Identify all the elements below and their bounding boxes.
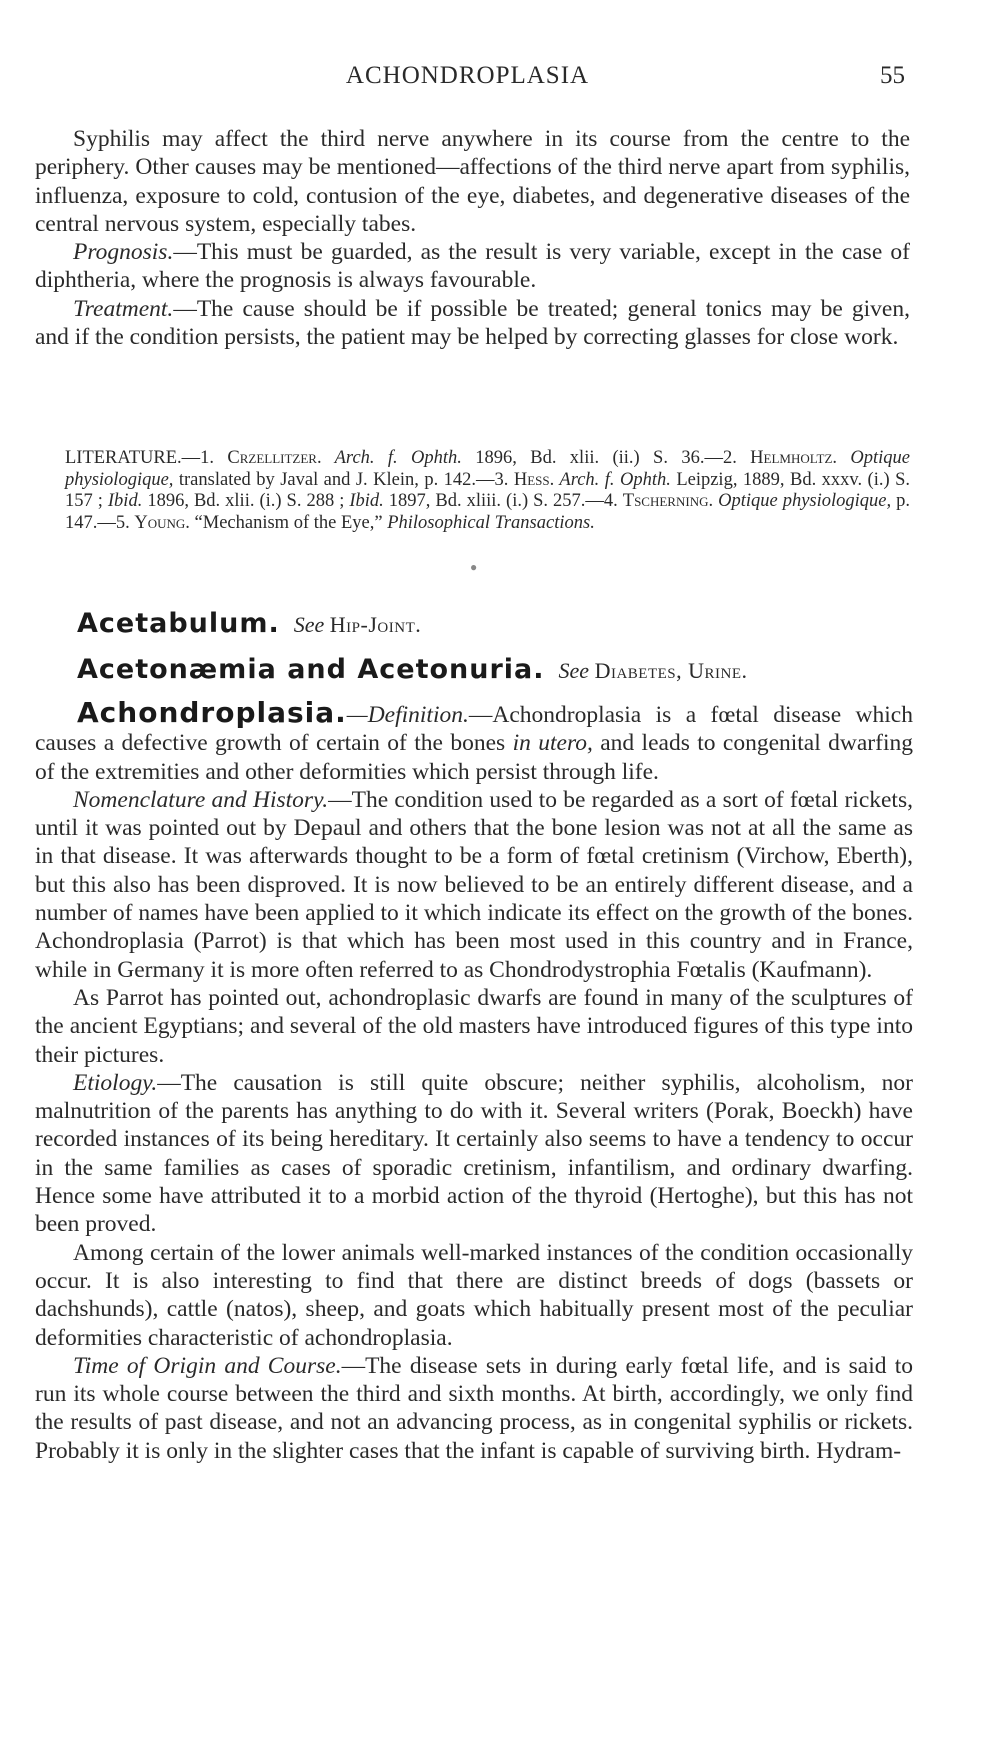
citation-detail: 1896, Bd. xlii. (i.) S. 288 ; — [142, 491, 350, 511]
paragraph-parrot: As Parrot has pointed out, achondroplasic dwarfs are found in many of the sculptures of the ancient Egyptians; and several of the old masters have introduced figures of this type into their pictures. — [35, 984, 913, 1068]
etiology-text: —The causation is still quite obscure; neither syphilis, alcoholism, nor malnutrition of the parents has anything to do with it. Several writers (Porak, Boeckh) have recorded instances of its being hereditary. It certainly also seems to have a tendency to occur in the same families as cases of sporadic cretinism, infantilism, and ordinary dwarfing. Hence some have attributed it to a morbid action of the thyroid (Hertoghe), but this has not been proved. — [35, 1069, 913, 1238]
paragraph-definition — [35, 696, 913, 786]
definition-text: and leads to congenital dwarfing of the extremities and other deformities which persist through life. — [35, 730, 913, 785]
see-label: See — [558, 658, 590, 683]
nomenclature-text: —The condition used to be regarded as a sort of fœtal rickets, until it was pointed out by Depaul and others that the bone lesion was not at all the same as in that disease. It was afterwards thought to be a form of fœtal cretinism (Virchow, Eberth), but this also has been disproved. It is now believed to be an entirely different disease, and a number of names have been applied to it which indicate its effect on the growth of the bones. Achondroplasia (Parrot) is that which has been most used in this country and in France, while in Germany it is more often referred to as Chondrodystrophia Fœtalis (Kaufmann). — [35, 786, 913, 983]
definition-text: —Achondroplasia is a fœtal disease which causes a defective growth of certain of the bones — [35, 702, 913, 757]
time-of-origin-text: —The disease sets in during early fœtal life, and is said to run its whole course between the third and sixth months. At birth, accordingly, we only find the results of past disease, and not an advancing process, as in congenital syphilis or rickets. Probably it is only in the slighter cases that the infant is capable of surviving birth. Hydram- — [35, 1352, 913, 1464]
treatment-label: Treatment. — [73, 295, 174, 322]
journal-ref: Arch. f. Ophth. — [321, 448, 462, 468]
citation-detail: translated by Javal and J. Klein, p. 142.—3. — [173, 469, 514, 490]
prognosis-label: Prognosis. — [73, 239, 174, 266]
paragraph-nomenclature — [35, 786, 913, 984]
see-label: See — [293, 612, 325, 637]
ibid-ref: Ibid. — [349, 491, 384, 511]
citation-detail: Leipzig, 1889, Bd. xxxv. (i.) S. 157 ; — [65, 469, 911, 511]
definition-in-utero: in utero, — [512, 730, 593, 757]
literature-lead: LITERATURE.—1. — [65, 448, 228, 468]
reference-target: Diabetes, Urine. — [594, 658, 748, 683]
running-title: ACHONDROPLASIA — [345, 62, 590, 89]
reference-target: Hip-Joint. — [329, 612, 422, 637]
author-hess: Hess. — [513, 469, 555, 490]
previous-article-text — [35, 125, 910, 351]
literature-references — [65, 448, 910, 534]
cross-reference — [559, 658, 748, 683]
citation-detail: p. 147.—5. — [65, 491, 910, 533]
page-number: 55 — [880, 62, 905, 89]
paragraph-etiology — [35, 1069, 913, 1239]
time-of-origin-label: Time of Origin and Course. — [73, 1352, 342, 1379]
treatment-text: —The cause should be if possible be treated; general tonics may be given, and if the condition persists, the patient may be helped by correcting glasses for close work. — [35, 295, 910, 351]
citation-detail: 1896, Bd. xlii. (ii.) S. 36.—2. — [461, 448, 751, 468]
book-title: Optique physiologique, — [65, 448, 910, 490]
journal-ref: Philosophical Transactions. — [387, 512, 595, 533]
author-crzellitzer: Crzellitzer. — [227, 448, 322, 468]
paragraph-prognosis — [35, 238, 910, 295]
decorative-dot: ● — [470, 560, 478, 574]
entry-heading: Acetabulum. — [77, 608, 280, 639]
ibid-ref: Ibid. — [107, 491, 143, 511]
nomenclature-label: Nomenclature and History. — [73, 786, 329, 813]
citation-detail: 1897, Bd. xliii. (i.) S. 257.—4. — [383, 491, 623, 511]
paragraph-syphilis: Syphilis may affect the third nerve anywhere in its course from the centre to the periphery. Other causes may be mentioned—affections of the third nerve apart from syphilis, influenza, exposure to cold, contusion of the eye, diabetes, and degenerative diseases of the central nervous system, especially tabes. — [35, 126, 910, 237]
entry-acetonaemia — [77, 654, 912, 685]
prognosis-text: —This must be guarded, as the result is very variable, except in the case of diphtheria, where the prognosis is always favourable. — [35, 239, 910, 294]
citation-detail: “Mechanism of the Eye,” — [189, 512, 388, 533]
running-head — [30, 62, 905, 92]
cross-reference — [294, 612, 421, 637]
journal-ref: Arch. f. Ophth. — [554, 469, 671, 490]
etiology-label: Etiology. — [73, 1069, 158, 1096]
paragraph-treatment — [35, 295, 910, 352]
paragraph-time-of-origin — [35, 1352, 913, 1465]
entry-heading: Acetonæmia and Acetonuria. — [77, 654, 545, 685]
definition-label: —Definition. — [346, 702, 469, 728]
paragraph-animals: Among certain of the lower animals well-marked instances of the condition occasionally occur. It is also interesting to find that there are distinct breeds of dogs (bassets or dachshunds), cattle (natos), sheep, and goats which habitually present most of the peculiar deformities characteristic of achondroplasia. — [35, 1239, 913, 1351]
article-heading: Achondroplasia. — [77, 696, 347, 729]
book-title: Optique physiologique, — [713, 491, 892, 511]
article-achondroplasia — [35, 696, 913, 1465]
entry-acetabulum — [77, 608, 912, 639]
author-young: Young. — [134, 512, 190, 533]
author-tscherning: Tscherning. — [622, 491, 714, 511]
author-helmholtz: Helmholtz. — [750, 448, 838, 468]
